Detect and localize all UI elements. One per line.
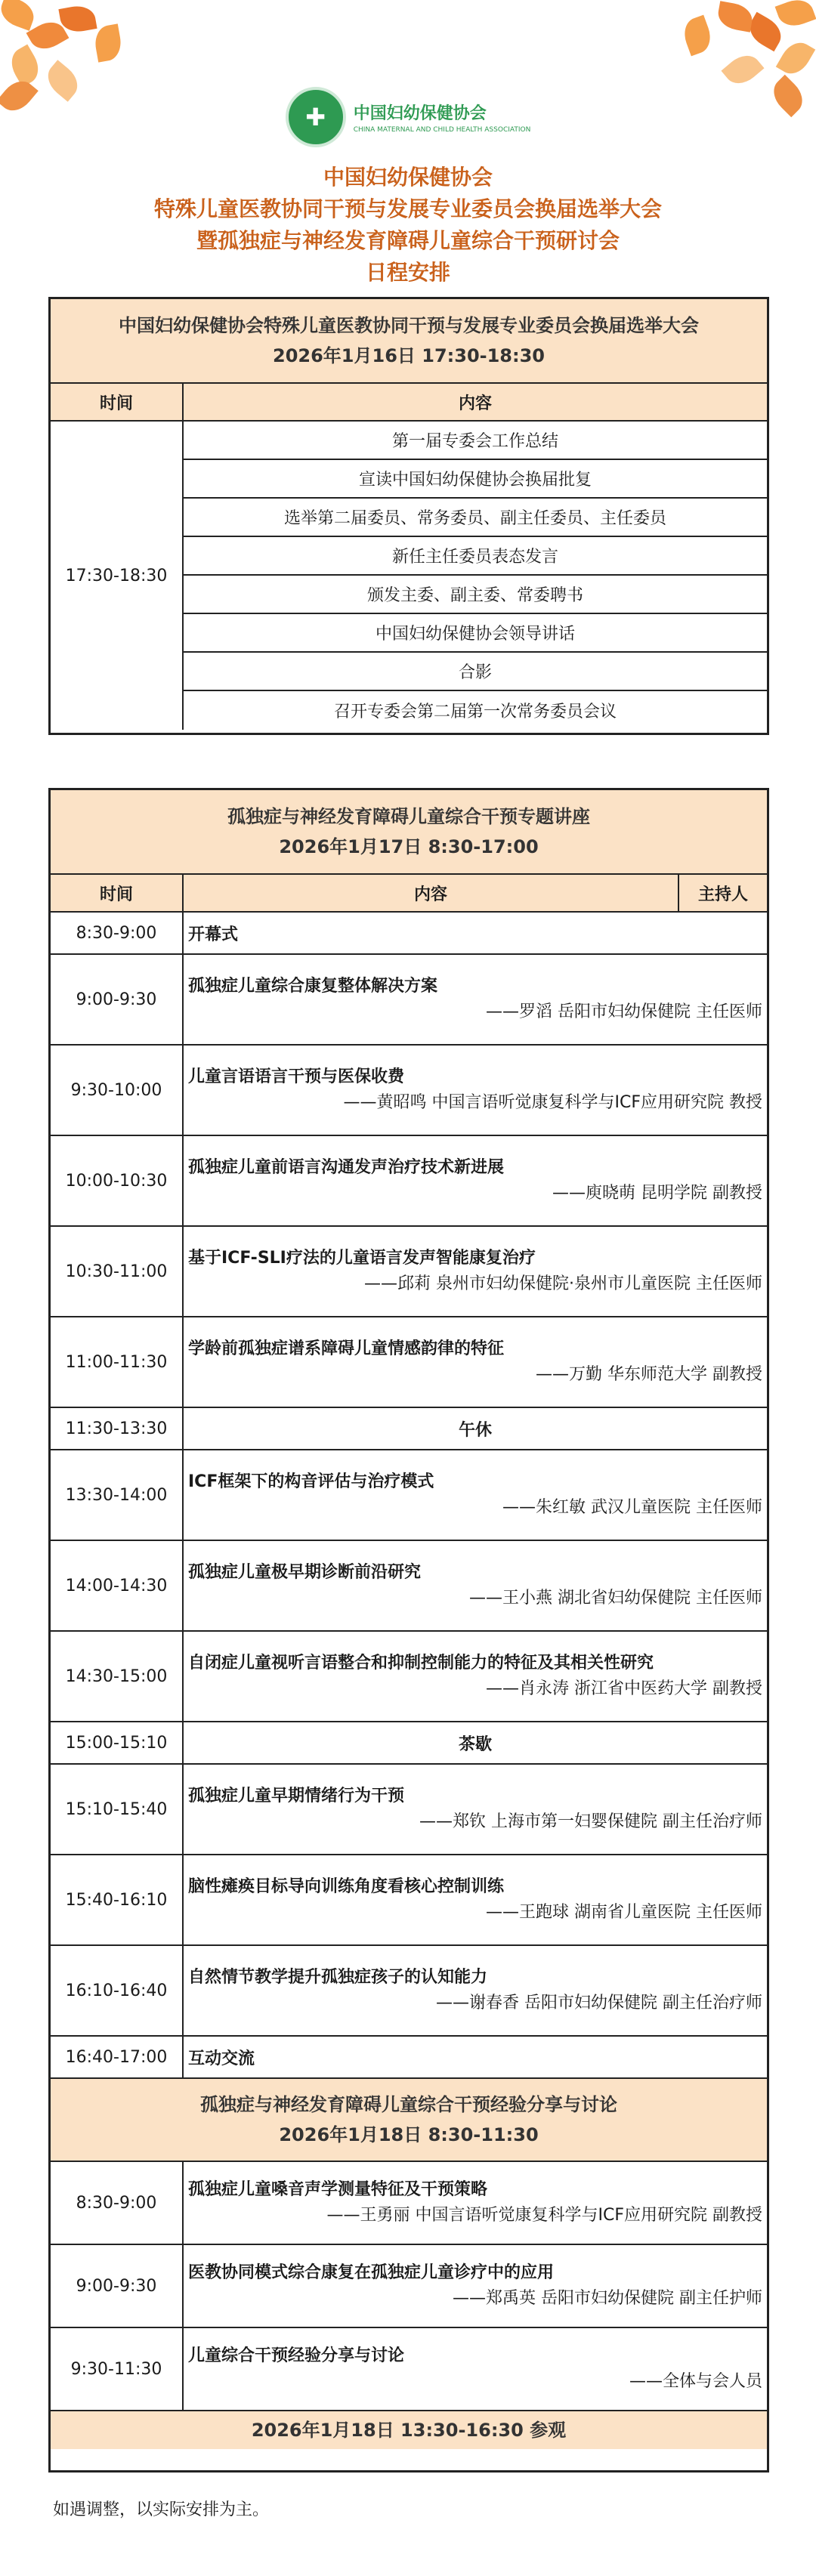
day1-title: 中国妇幼保健协会特殊儿童医教协同干预与发展专业委员会换届选举大会 xyxy=(119,315,699,336)
table-row xyxy=(51,1317,767,1408)
row-time: 15:00-15:10 xyxy=(51,1722,184,1763)
row-speaker: ——肖永涛 浙江省中医药大学 副教授 xyxy=(486,1679,762,1698)
logo-name: 中国妇幼保健协会 xyxy=(353,104,487,123)
table-row xyxy=(51,1136,767,1227)
logo-name-en: CHINA MATERNAL AND CHILD HEALTH ASSOCIATION xyxy=(353,126,531,134)
day2-header xyxy=(51,790,767,875)
title-line: 中国妇幼保健协会 xyxy=(323,165,493,190)
day1-column-header xyxy=(51,384,767,422)
table-row xyxy=(51,1227,767,1317)
agenda-item: 合影 xyxy=(184,653,767,691)
row-time: 9:30-11:30 xyxy=(51,2328,184,2410)
row-topic: 孤独症儿童嗓音声学测量特征及干预策略 xyxy=(188,2180,488,2199)
table-row xyxy=(51,913,767,955)
column-time: 时间 xyxy=(51,384,184,420)
association-logo-icon: ✚ xyxy=(286,87,346,147)
day3-title: 孤独症与神经发育障碍儿童综合干预经验分享与讨论 xyxy=(200,2094,617,2115)
row-speaker: ——郑禹英 岳阳市妇幼保健院 副主任护师 xyxy=(453,2289,762,2308)
table-row xyxy=(51,955,767,1046)
break-label: 午休 xyxy=(458,1420,492,1440)
row-speaker: ——王跑球 湖南省儿童医院 主任医师 xyxy=(486,1903,762,1922)
row-time: 11:00-11:30 xyxy=(51,1317,184,1407)
table-row xyxy=(51,1541,767,1632)
row-speaker: ——万勤 华东师范大学 副教授 xyxy=(536,1365,762,1384)
table-row xyxy=(51,1855,767,1946)
table-row xyxy=(51,1632,767,1722)
row-time: 9:30-10:00 xyxy=(51,1046,184,1135)
row-topic: 儿童综合干预经验分享与讨论 xyxy=(188,2346,405,2365)
agenda-item: 第一届专委会工作总结 xyxy=(184,422,767,460)
agenda-item: 新任主任委员表态发言 xyxy=(184,537,767,576)
title-line: 暨孤独症与神经发育障碍儿童综合干预研讨会 xyxy=(196,228,620,253)
table-row xyxy=(51,1450,767,1541)
row-time: 9:00-9:30 xyxy=(51,2245,184,2327)
row-topic: 自闭症儿童视听言语整合和抑制控制能力的特征及其相关性研究 xyxy=(188,1654,654,1673)
table-row xyxy=(51,1946,767,2037)
day2-title: 孤独症与神经发育障碍儿童综合干预专题讲座 xyxy=(227,806,590,827)
column-content: 内容 xyxy=(413,885,447,904)
row-topic: 脑性瘫痪目标导向训练角度看核心控制训练 xyxy=(188,1877,505,1896)
logo xyxy=(0,83,816,151)
row-time: 8:30-9:00 xyxy=(51,913,184,953)
table-row xyxy=(51,1722,767,1765)
row-text: 互动交流 xyxy=(188,2049,255,2068)
table-row xyxy=(51,2162,767,2245)
title-line: 日程安排 xyxy=(365,260,450,285)
row-time: 14:00-14:30 xyxy=(51,1541,184,1630)
row-topic: 医教协同模式综合康复在孤独症儿童诊疗中的应用 xyxy=(188,2263,555,2282)
row-time: 15:10-15:40 xyxy=(51,1765,184,1854)
row-topic: 学龄前孤独症谱系障碍儿童情感韵律的特征 xyxy=(188,1339,505,1358)
table-row xyxy=(51,2328,767,2411)
row-time: 15:40-16:10 xyxy=(51,1855,184,1944)
agenda-item: 选举第二届委员、常务委员、副主任委员、主任委员 xyxy=(184,499,767,537)
table-row xyxy=(51,1046,767,1136)
table-row xyxy=(51,2037,767,2079)
page-title xyxy=(0,162,816,289)
row-speaker: ——黄昭鸣 中国言语听觉康复科学与ICF应用研究院 教授 xyxy=(343,1093,762,1112)
row-topic: 孤独症儿童前语言沟通发声治疗技术新进展 xyxy=(188,1158,505,1177)
row-speaker: ——罗滔 岳阳市妇幼保健院 主任医师 xyxy=(486,1002,762,1021)
agenda-item: 宣读中国妇幼保健协会换届批复 xyxy=(184,460,767,499)
day2-date: 2026年1月17日 8:30-17:00 xyxy=(279,836,539,857)
row-speaker: ——王勇丽 中国言语听觉康复科学与ICF应用研究院 副教授 xyxy=(326,2206,762,2225)
day1-date: 2026年1月16日 17:30-18:30 xyxy=(273,345,545,366)
agenda-item: 中国妇幼保健协会领导讲话 xyxy=(184,614,767,653)
day1-header xyxy=(51,299,767,384)
title-line: 特殊儿童医教协同干预与发展专业委员会换届选举大会 xyxy=(153,196,662,221)
row-topic: 孤独症儿童早期情绪行为干预 xyxy=(188,1787,405,1805)
row-text: 开幕式 xyxy=(188,925,239,944)
visit-label: 2026年1月18日 13:30-16:30 参观 xyxy=(251,2420,567,2441)
page-header xyxy=(0,83,816,289)
row-time: 16:40-17:00 xyxy=(51,2037,184,2077)
row-time: 8:30-9:00 xyxy=(51,2162,184,2244)
column-host: 主持人 xyxy=(678,875,767,911)
row-speaker: ——全体与会人员 xyxy=(629,2372,762,2391)
row-speaker: ——王小燕 湖北省妇幼保健院 主任医师 xyxy=(469,1589,762,1608)
agenda-item: 颁发主委、副主委、常委聘书 xyxy=(184,576,767,614)
row-time: 10:30-11:00 xyxy=(51,1227,184,1316)
row-speaker: ——朱红敏 武汉儿童医院 主任医师 xyxy=(502,1498,762,1517)
table-row xyxy=(51,1408,767,1450)
row-topic: 自然情节教学提升孤独症孩子的认知能力 xyxy=(188,1968,488,1987)
day2-column-header xyxy=(51,875,767,913)
day1-time: 17:30-18:30 xyxy=(51,422,184,730)
row-time: 13:30-14:00 xyxy=(51,1450,184,1540)
row-time: 10:00-10:30 xyxy=(51,1136,184,1225)
row-time: 16:10-16:40 xyxy=(51,1946,184,2035)
row-topic: 基于ICF-SLI疗法的儿童语言发声智能康复治疗 xyxy=(188,1249,536,1268)
row-speaker: ——谢春香 岳阳市妇幼保健院 副主任治疗师 xyxy=(436,1994,762,2012)
row-speaker: ——邱莉 泉州市妇幼保健院·泉州市儿童医院 主任医师 xyxy=(364,1274,762,1293)
row-time: 14:30-15:00 xyxy=(51,1632,184,1721)
row-topic: 儿童言语语言干预与医保收费 xyxy=(188,1067,405,1086)
day1-schedule-table xyxy=(48,297,769,735)
row-speaker: ——庾晓萌 昆明学院 副教授 xyxy=(552,1184,762,1203)
agenda-item: 召开专委会第二届第一次常务委员会议 xyxy=(333,703,617,721)
day3-date: 2026年1月18日 8:30-11:30 xyxy=(279,2124,539,2145)
column-content: 内容 xyxy=(458,394,492,413)
row-topic: 孤独症儿童极早期诊断前沿研究 xyxy=(188,1563,422,1582)
break-label: 茶歇 xyxy=(458,1734,492,1754)
row-topic: ICF框架下的构音评估与治疗模式 xyxy=(188,1472,434,1491)
day2-schedule-table xyxy=(48,788,769,2473)
day3-header xyxy=(51,2079,767,2162)
row-time: 11:30-13:30 xyxy=(51,1408,184,1449)
table-row xyxy=(51,1765,767,1855)
row-speaker: ——郑钦 上海市第一妇婴保健院 副主任治疗师 xyxy=(419,1812,762,1831)
day3-visit xyxy=(51,2411,767,2449)
row-time: 9:00-9:30 xyxy=(51,955,184,1044)
footnote: 如遇调整，以实际安排为主。 xyxy=(53,2500,270,2519)
row-topic: 孤独症儿童综合康复整体解决方案 xyxy=(188,977,438,996)
table-row xyxy=(51,2245,767,2328)
column-time: 时间 xyxy=(51,875,184,911)
day1-agenda xyxy=(51,422,767,730)
